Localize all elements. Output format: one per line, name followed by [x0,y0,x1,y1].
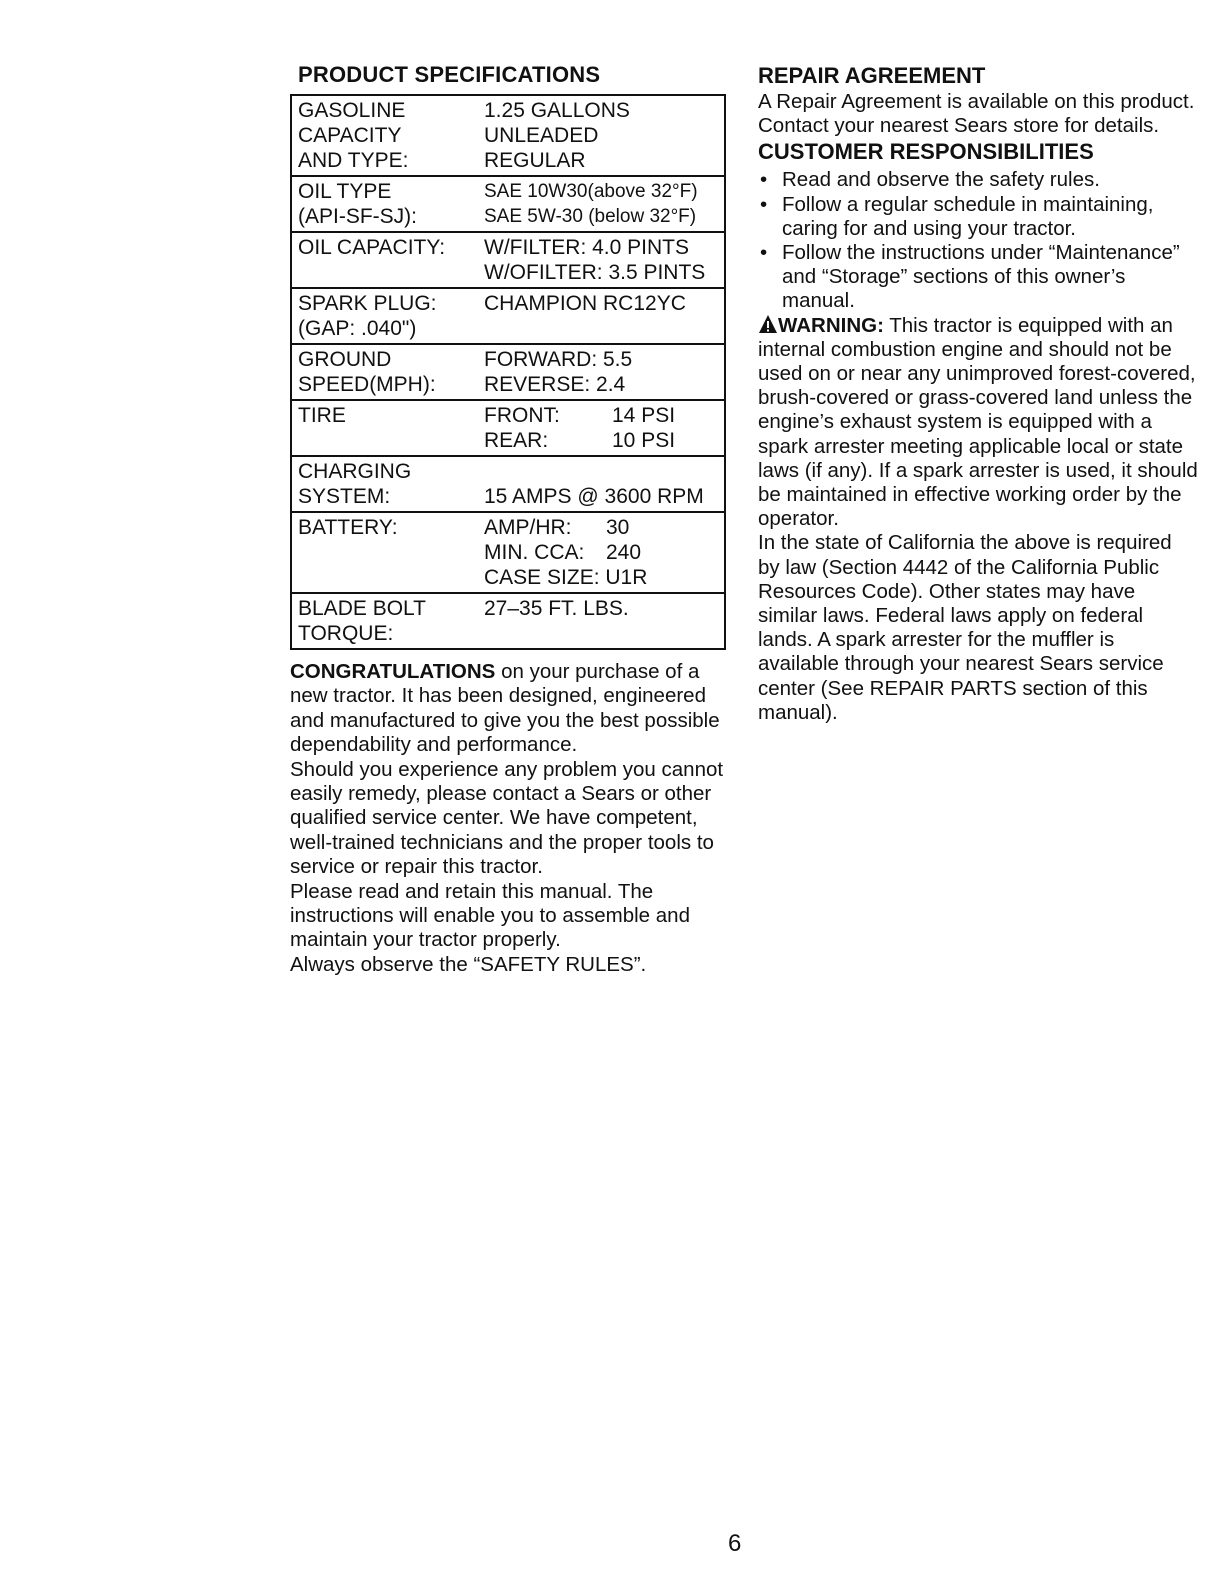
spec-value: SAE 10W30(above 32°F) SAE 5W-30 (below 32°F) [478,176,725,232]
spec-value: FRONT: 14 PSI REAR: 10 PSI [478,400,725,456]
repair-text: A Repair Agreement is available on this product. Contact your nearest Sears store for details. [758,90,1195,138]
repair-title: REPAIR AGREEMENT [758,63,986,88]
spec-key: GROUND SPEED(MPH): [291,344,478,400]
table-row [291,288,725,344]
spec-title: PRODUCT SPECIFICATIONS [298,62,601,87]
spec-value: CHAMPION RC12YC [478,288,725,344]
warning-triangle-icon [758,314,778,334]
spec-key: SPARK PLUG: (GAP: .040") [291,288,478,344]
congrats-paragraph: Please read and retain this manual. The instructions will enable you to assemble and maintain your tractor properly. [290,879,690,952]
spec-key: GASOLINE CAPACITY AND TYPE: [291,95,478,176]
congratulations-text [290,660,735,977]
spec-value: 1.25 GALLONS UNLEADED REGULAR [478,95,725,176]
warning-block: WARNING: This tractor is equipped with an internal combustion engine and should not be used on or near any unimproved forest-covered, brush-covered or grass-covered land unless the engine’s exhaust system is equipped with a spark arrester meeting applicable local or state laws (if any). If a spark arrester is used, it should be maintained in effective working order by the operator. [758,313,1198,531]
california-note: In the state of California the above is required by law (Section 4442 of the California Public Resources Code). Other states may have similar laws. Federal laws apply on federal lands. A spark arrester for the muffler is available through your nearest Sears service center (See REPAIR PARTS section of this manual). [758,531,1172,724]
spec-key: OIL TYPE (API-SF-SJ): [291,176,478,232]
table-row [291,456,725,512]
congrats-paragraph: CONGRATULATIONS on your purchase of a new tractor. It has been designed, engineered and manufactured to give you the best possible dependability and performance. [290,660,720,757]
list-item: • Follow a regular schedule in maintaining, caring for and using your tractor. [760,192,1154,240]
table-row [291,400,725,456]
congrats-paragraph: Always observe the “SAFETY RULES”. [290,952,647,976]
responsibilities-title: CUSTOMER RESPONSIBILITIES [758,139,1094,165]
table-row [291,512,725,593]
spec-value: W/FILTER: 4.0 PINTS W/OFILTER: 3.5 PINTS [478,232,725,288]
table-row [291,344,725,400]
spec-key: CHARGING SYSTEM: [291,456,478,512]
table-row [291,232,725,288]
spec-key: TIRE [291,400,478,456]
table-row [291,176,725,232]
left-column [290,62,735,977]
congrats-lead: CONGRATULATIONS [290,660,496,683]
spec-value: 27–35 FT. LBS. [478,593,725,649]
list-item: • Follow the instructions under “Maintenance” and “Storage” sections of this owner’s manual. [760,241,1180,313]
spec-value: AMP/HR: 30 MIN. CCA: 240 CASE SIZE: U1R [478,512,725,593]
right-column [758,62,1198,725]
page-number: 6 [728,1530,742,1557]
spec-table [290,94,726,650]
spec-key: OIL CAPACITY: [291,232,478,288]
warning-label: WARNING: [778,313,884,337]
spec-key: BLADE BOLT TORQUE: [291,593,478,649]
spec-value: 15 AMPS @ 3600 RPM [478,456,725,512]
list-item: • Read and observe the safety rules. [760,168,1100,192]
responsibilities-list [758,168,1198,313]
congrats-paragraph: Should you experience any problem you cannot easily remedy, please contact a Sears or other qualified service center. We have competent, well-trained technicians and the proper tools to service or repair this tractor. [290,757,724,879]
spec-value: FORWARD: 5.5 REVERSE: 2.4 [478,344,725,400]
spec-key: BATTERY: [291,512,478,593]
table-row [291,95,725,176]
table-row [291,593,725,649]
